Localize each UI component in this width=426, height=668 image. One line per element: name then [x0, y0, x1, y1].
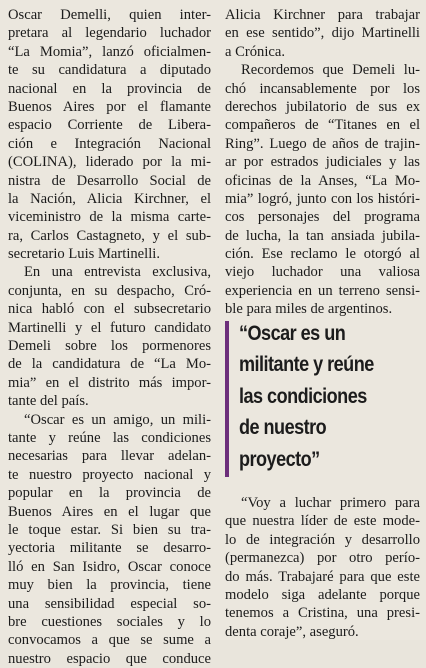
article-line: Oscar Demelli, quien inter-	[8, 7, 211, 23]
article-line: tante y reúne las condiciones	[8, 429, 211, 446]
article-line: denta coraje”, aseguró.	[225, 623, 359, 640]
article-line: “La Momia”, lanzó oficialmen-	[8, 43, 211, 60]
article-line: viejo luchador una valiosa	[225, 264, 420, 281]
article-line: ar por estrados judiciales y las	[225, 154, 420, 171]
article-line: Buenos Aires por el flamante	[8, 98, 211, 115]
article-line: pretara al legendario luchador	[8, 25, 211, 42]
article-line: mia” en el distrito más impor-	[8, 374, 211, 391]
article-line: nistra de Desarrollo Social de	[8, 172, 211, 189]
article-line: chó incansablemente por los	[225, 80, 420, 97]
pull-quote-text	[239, 318, 417, 475]
article-line: nacional en la provincia de	[8, 80, 211, 97]
pull-quote-line: de nuestro	[239, 416, 327, 440]
article-line: convocamos a que se sume a	[8, 632, 211, 649]
pull-quote-line: “Oscar es un	[239, 322, 346, 345]
article-line: nica habló con el subsecretario	[8, 301, 211, 318]
article-line: en ese sentido”, dijo Martinelli	[225, 25, 420, 42]
article-line: En una entrevista exclusiva,	[24, 264, 211, 281]
article-line: modelo siga adelante porque	[225, 586, 420, 603]
pull-quote-line: las condiciones	[239, 384, 367, 408]
article-line: que nuestra líder de este mode-	[225, 513, 420, 530]
article-line: Demeli sobre los pormenores	[8, 338, 211, 355]
article-right-column-top	[225, 6, 420, 319]
article-line: le toque estar. Si bien su tra-	[8, 521, 211, 538]
article-line: una sensibilidad especial so-	[8, 595, 211, 612]
article-line: lo de integración y desarrollo	[225, 531, 420, 548]
article-line: nuestro espacio que conduce	[8, 650, 211, 667]
article-line: cos personajes del programa	[225, 209, 420, 226]
article-line: do más. Trabajaré para que este	[225, 568, 420, 585]
article-line: ción e Integración Nacional	[8, 135, 211, 152]
article-left-column	[8, 6, 211, 668]
article-line: lló en San Isidro, Oscar conoce	[8, 558, 211, 575]
article-line: viceministro de la misma carte-	[8, 209, 211, 226]
article-line: oficinas de la Anses, “La Mo-	[225, 172, 420, 189]
article-line: conjunta, en su despacho, Cró-	[8, 282, 211, 299]
article-line: Alicia Kirchner para trabajar	[225, 7, 420, 23]
article-line: compañeros de “Titanes en el	[225, 117, 420, 134]
article-right-column-bottom	[225, 494, 420, 641]
article-line: te nuestro proyecto nacional y	[8, 466, 211, 483]
article-line: a Crónica.	[225, 43, 285, 60]
article-line: muy bien la provincia, tiene	[8, 577, 211, 594]
article-line: Ring”. Luego de años de trajin-	[225, 135, 420, 152]
article-line: (permanezca) por otro perío-	[225, 550, 420, 567]
article-line: espacio Corriente de Libera-	[8, 117, 211, 134]
pull-quote-accent-bar	[225, 321, 229, 477]
article-line: (COLINA), liderado por la mi-	[8, 154, 211, 171]
article-line: te su candidatura a diputado	[8, 62, 211, 79]
article-line: derechos jubilatorio de sus ex	[225, 98, 420, 115]
article-line: necesarias para llevar adelan-	[8, 448, 211, 465]
article-line: popular en la provincia de	[8, 485, 211, 502]
article-line: secretario Luis Martinelli.	[8, 246, 160, 263]
article-line: experiencia en un terreno sensi-	[225, 282, 420, 299]
article-line: mia” logró, junto con los históri-	[225, 190, 420, 207]
pull-quote	[225, 318, 420, 478]
article-line: bre cuestiones sociales y lo	[8, 613, 211, 630]
article-line: de la candidatura de “La Mo-	[8, 356, 211, 373]
article-line: “Oscar es un amigo, un mili-	[24, 411, 211, 428]
article-line: “Voy a luchar primero para	[241, 495, 420, 511]
article-line: la Nación, Alicia Kirchner, el	[8, 190, 211, 207]
article-line: de lucha, la tan ansiada jubila-	[225, 227, 420, 244]
pull-quote-line: proyecto”	[239, 447, 320, 471]
article-line: Martinelli y el futuro candidato	[8, 319, 211, 336]
article-line: ble para miles de argentinos.	[225, 301, 393, 318]
article-line: ción. Ese reclamo le otorgó al	[225, 246, 420, 263]
article-line: yectoria militante se desarro-	[8, 540, 211, 557]
article-line: tenemos a Cristina, una presi-	[225, 605, 420, 622]
article-line: Buenos Aires en el lugar que	[8, 503, 211, 520]
article-line: tante del país.	[8, 393, 89, 410]
article-line: Recordemos que Demeli lu-	[241, 62, 420, 79]
article-line: ra, Carlos Castagneto, y el sub-	[8, 227, 211, 244]
pull-quote-line: militante y reúne	[239, 353, 374, 377]
